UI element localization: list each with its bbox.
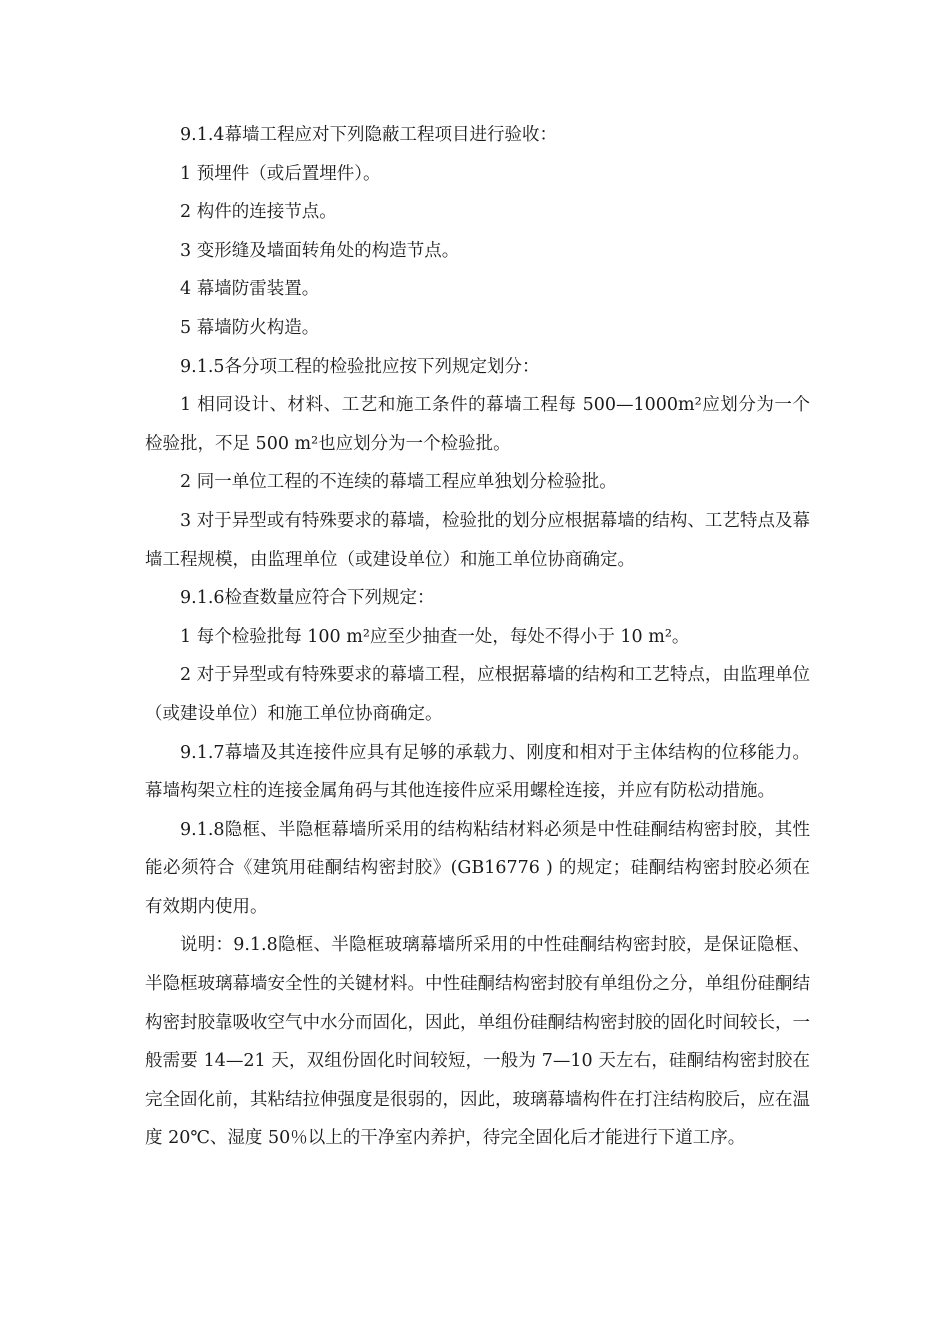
clause-9-1-5-item-1: 1 相同设计、材料、工艺和施工条件的幕墙工程每 500—1000m²应划分为一个检验批，不足 500 m²也应划分为一个检验批。 <box>145 395 810 454</box>
clause-9-1-4-item-3: 3 变形缝及墙面转角处的构造节点。 <box>180 240 460 261</box>
clause-9-1-8: 9.1.8隐框、半隐框幕墙所采用的结构粘结材料必须是中性硅酮结构密封胶，其性能必须符合《建筑用硅酮结构密封胶》(GB16776 ) 的规定；硅酮结构密封胶必须在有效期内使用。 <box>145 819 810 917</box>
clause-9-1-6-item-2: 2 对于异型或有特殊要求的幕墙工程，应根据幕墙的结构和工艺特点，由监理单位（或建设单位）和施工单位协商确定。 <box>145 665 810 724</box>
clause-9-1-4-item-1: 1 预埋件（或后置埋件）。 <box>180 163 381 184</box>
clause-9-1-4-item-2: 2 构件的连接节点。 <box>180 202 337 223</box>
document-body <box>145 116 810 1158</box>
clause-9-1-4: 9.1.4幕墙工程应对下列隐蔽工程项目进行验收： <box>180 125 558 145</box>
explanation-9-1-8: 说明：9.1.8隐框、半隐框玻璃幕墙所采用的中性硅酮结构密封胶，是保证隐框、半隐框玻璃幕墙安全性的关键材料。中性硅酮结构密封胶有单组份之分，单组份硅酮结构密封胶靠吸收空气中水分而固化，因此，单组份硅酮结构密封胶的固化时间较长，一般需要 14—21 天，双组份固化时间较短，一般为 7—10 天左右，硅酮结构密封胶在完全固化前，其粘结拉伸强度是很弱的，因此，玻璃幕墙构件在打注结构胶后，应在温度 20℃、湿度 50％以上的干净室内养护，待完全固化后才能进行下道工序。 <box>145 935 810 1149</box>
clause-9-1-7: 9.1.7幕墙及其连接件应具有足够的承载力、刚度和相对于主体结构的位移能力。幕墙构架立柱的连接金属角码与其他连接件应采用螺栓连接，并应有防松动措施。 <box>145 742 810 802</box>
clause-9-1-5-item-3: 3 对于异型或有特殊要求的幕墙，检验批的划分应根据幕墙的结构、工艺特点及幕墙工程规模，由监理单位（或建设单位）和施工单位协商确定。 <box>145 510 810 570</box>
clause-9-1-4-item-4: 4 幕墙防雷装置。 <box>180 279 320 300</box>
clause-9-1-5-item-2: 2 同一单位工程的不连续的幕墙工程应单独划分检验批。 <box>180 472 617 493</box>
clause-9-1-5: 9.1.5各分项工程的检验批应按下列规定划分： <box>180 356 540 377</box>
clause-9-1-4-item-5: 5 幕墙防火构造。 <box>180 317 320 338</box>
clause-9-1-6: 9.1.6检查数量应符合下列规定： <box>180 588 435 609</box>
clause-9-1-6-item-1: 1 每个检验批每 100 m²应至少抽查一处，每处不得小于 10 m²。 <box>180 626 690 647</box>
